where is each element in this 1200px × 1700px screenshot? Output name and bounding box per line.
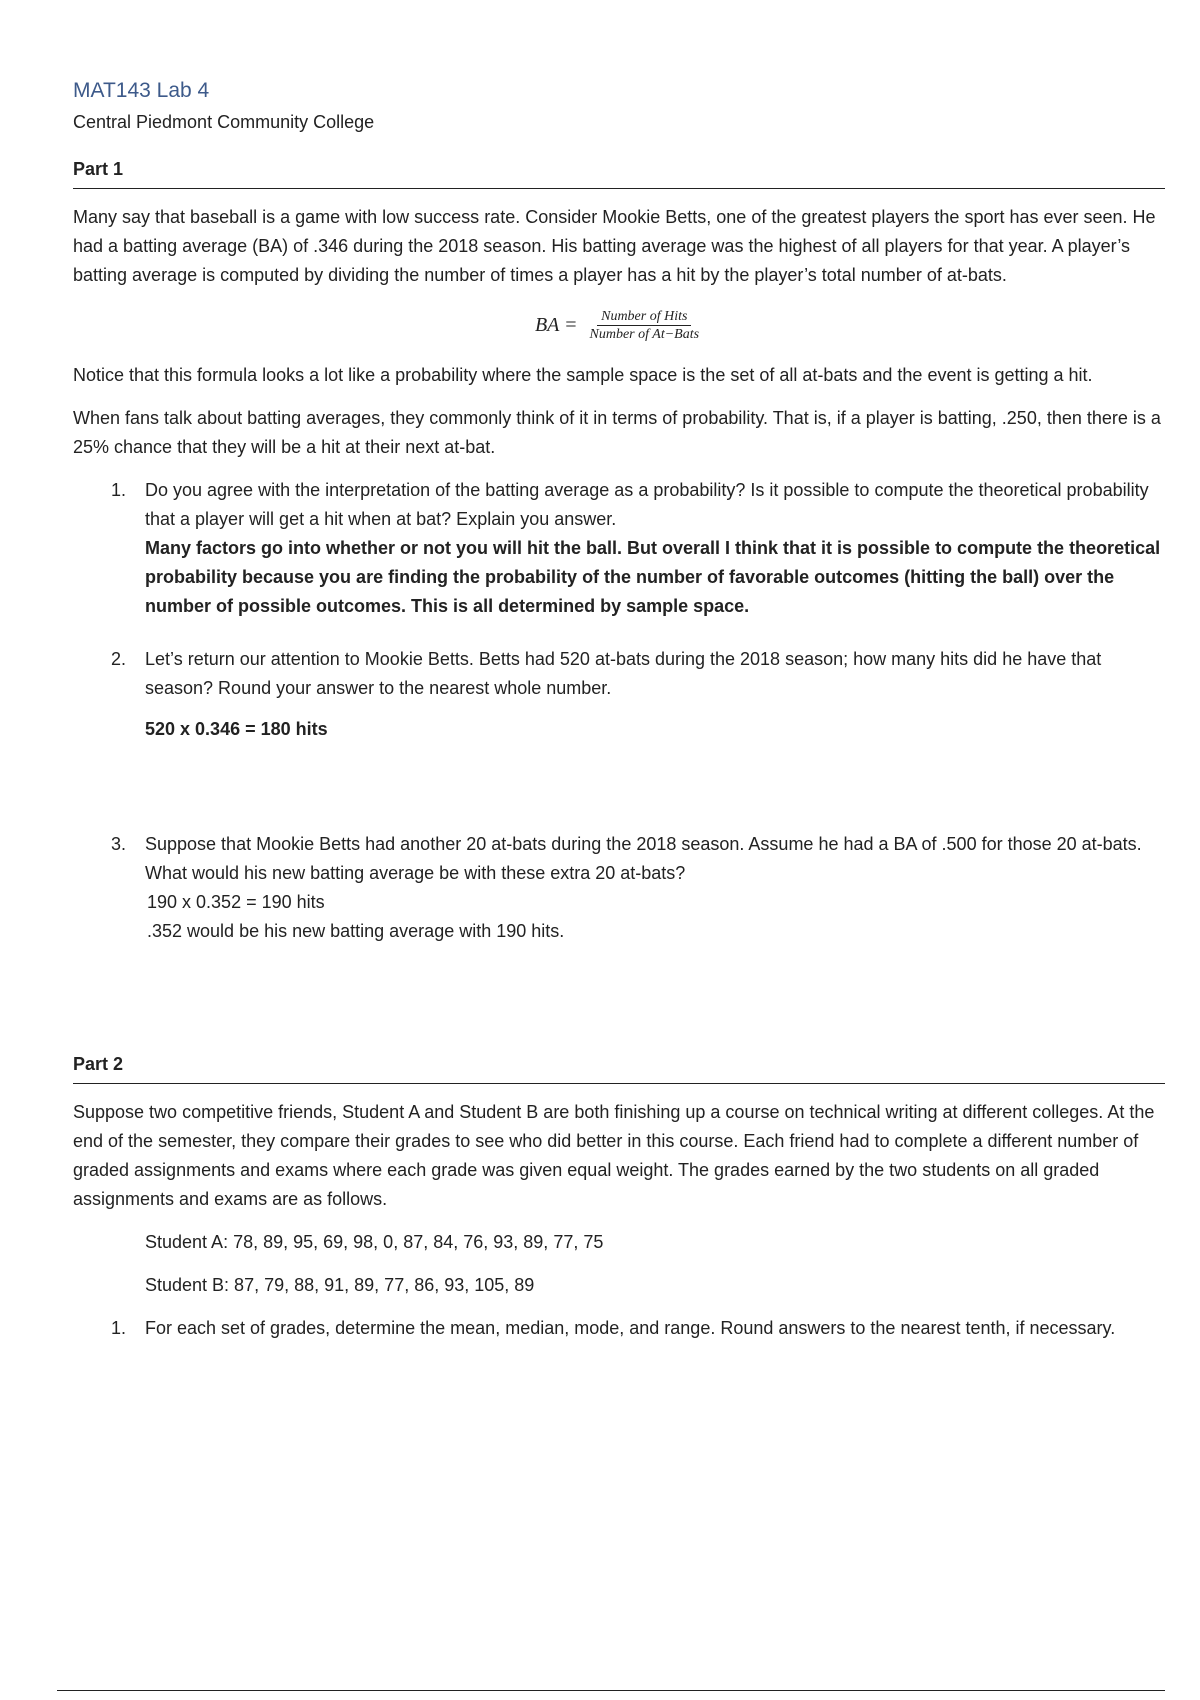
question-1 <box>73 476 1165 621</box>
question-2 <box>73 645 1165 744</box>
answer-text: Many factors go into whether or not you will hit the ball. But overall I think that it is possible to compute the theoretical probability because you are finding the probability of the number of favorable outcomes (hitting the ball) over the number of possible outcomes. This is all determined by sample space. <box>145 538 1161 616</box>
question-number: 3. <box>111 834 127 854</box>
question-text: For each set of grades, determine the mean, median, mode, and range. Round answers to the nearest tenth, if necessary. <box>145 1318 1116 1338</box>
part2-intro: Suppose two competitive friends, Student A and Student B are both finishing up a course on technical writing at different colleges. At the end of the semester, they compare their grades to see who did better in this course. Each friend had to complete a different number of graded assignments and exams where each grade was given equal weight. The grades earned by the two students on all graded assignments and exams are as follows. <box>73 1102 1155 1209</box>
answer-text: 520 x 0.346 = 180 hits <box>145 719 328 739</box>
formula-lhs: BA = <box>534 314 578 336</box>
student-a-grades: Student A: 78, 89, 95, 69, 98, 0, 87, 84, 76, 93, 89, 77, 75 <box>145 1232 604 1252</box>
question-text: Suppose that Mookie Betts had another 20 at-bats during the 2018 season. Assume he had a BA of .500 for those 20 at-bats. What would his new batting average be with these extra 20 at-bats? <box>145 834 1142 883</box>
formula-fraction <box>586 308 704 343</box>
question-3 <box>73 830 1165 946</box>
answer-line-2: .352 would be his new batting average with 190 hits. <box>147 921 565 941</box>
part2-section <box>73 1050 1165 1343</box>
part1-intro: Many say that baseball is a game with low success rate. Consider Mookie Betts, one of the greatest players the sport has ever seen. He had a batting average (BA) of .346 during the 2018 season. His batting average was the highest of all players for that year. A player’s batting average is computed by dividing the number of times a player has a hit by the player’s total number of at-bats. <box>73 207 1156 285</box>
question-number: 2. <box>111 649 127 669</box>
part2-question-1 <box>73 1314 1165 1343</box>
part2-question-list <box>73 1314 1165 1343</box>
part2-heading: Part 2 <box>73 1050 1165 1084</box>
document-page <box>73 76 1165 1343</box>
footer-rule <box>57 1690 1165 1691</box>
answer-line-1: 190 x 0.352 = 190 hits <box>147 892 325 912</box>
question-text: Let’s return our attention to Mookie Betts. Betts had 520 at-bats during the 2018 season; how many hits did he have that season? Round your answer to the nearest whole number. <box>145 649 1102 698</box>
question-number: 1. <box>111 1318 127 1338</box>
formula-denominator: Number of At−Bats <box>589 327 700 342</box>
part1-question-list <box>73 476 1165 946</box>
document-subtitle: Central Piedmont Community College <box>73 112 375 132</box>
formula-numerator: Number of Hits <box>597 308 691 326</box>
document-title: MAT143 Lab 4 <box>73 79 210 102</box>
batting-average-formula <box>73 308 1165 343</box>
part1-heading: Part 1 <box>73 155 1165 189</box>
student-b-grades: Student B: 87, 79, 88, 91, 89, 77, 86, 93, 105, 89 <box>145 1275 535 1295</box>
part1-notice: Notice that this formula looks a lot like a probability where the sample space is the set of all at-bats and the event is getting a hit. <box>73 365 1093 385</box>
question-text: Do you agree with the interpretation of the batting average as a probability? Is it possible to compute the theoretical probability that a player will get a hit when at bat? Explain you answer. <box>145 480 1149 529</box>
part1-section <box>73 155 1165 946</box>
question-number: 1. <box>111 480 127 500</box>
part1-fans: When fans talk about batting averages, they commonly think of it in terms of probability. That is, if a player is batting, .250, then there is a 25% chance that they will be a hit at their next at-bat. <box>73 408 1161 457</box>
